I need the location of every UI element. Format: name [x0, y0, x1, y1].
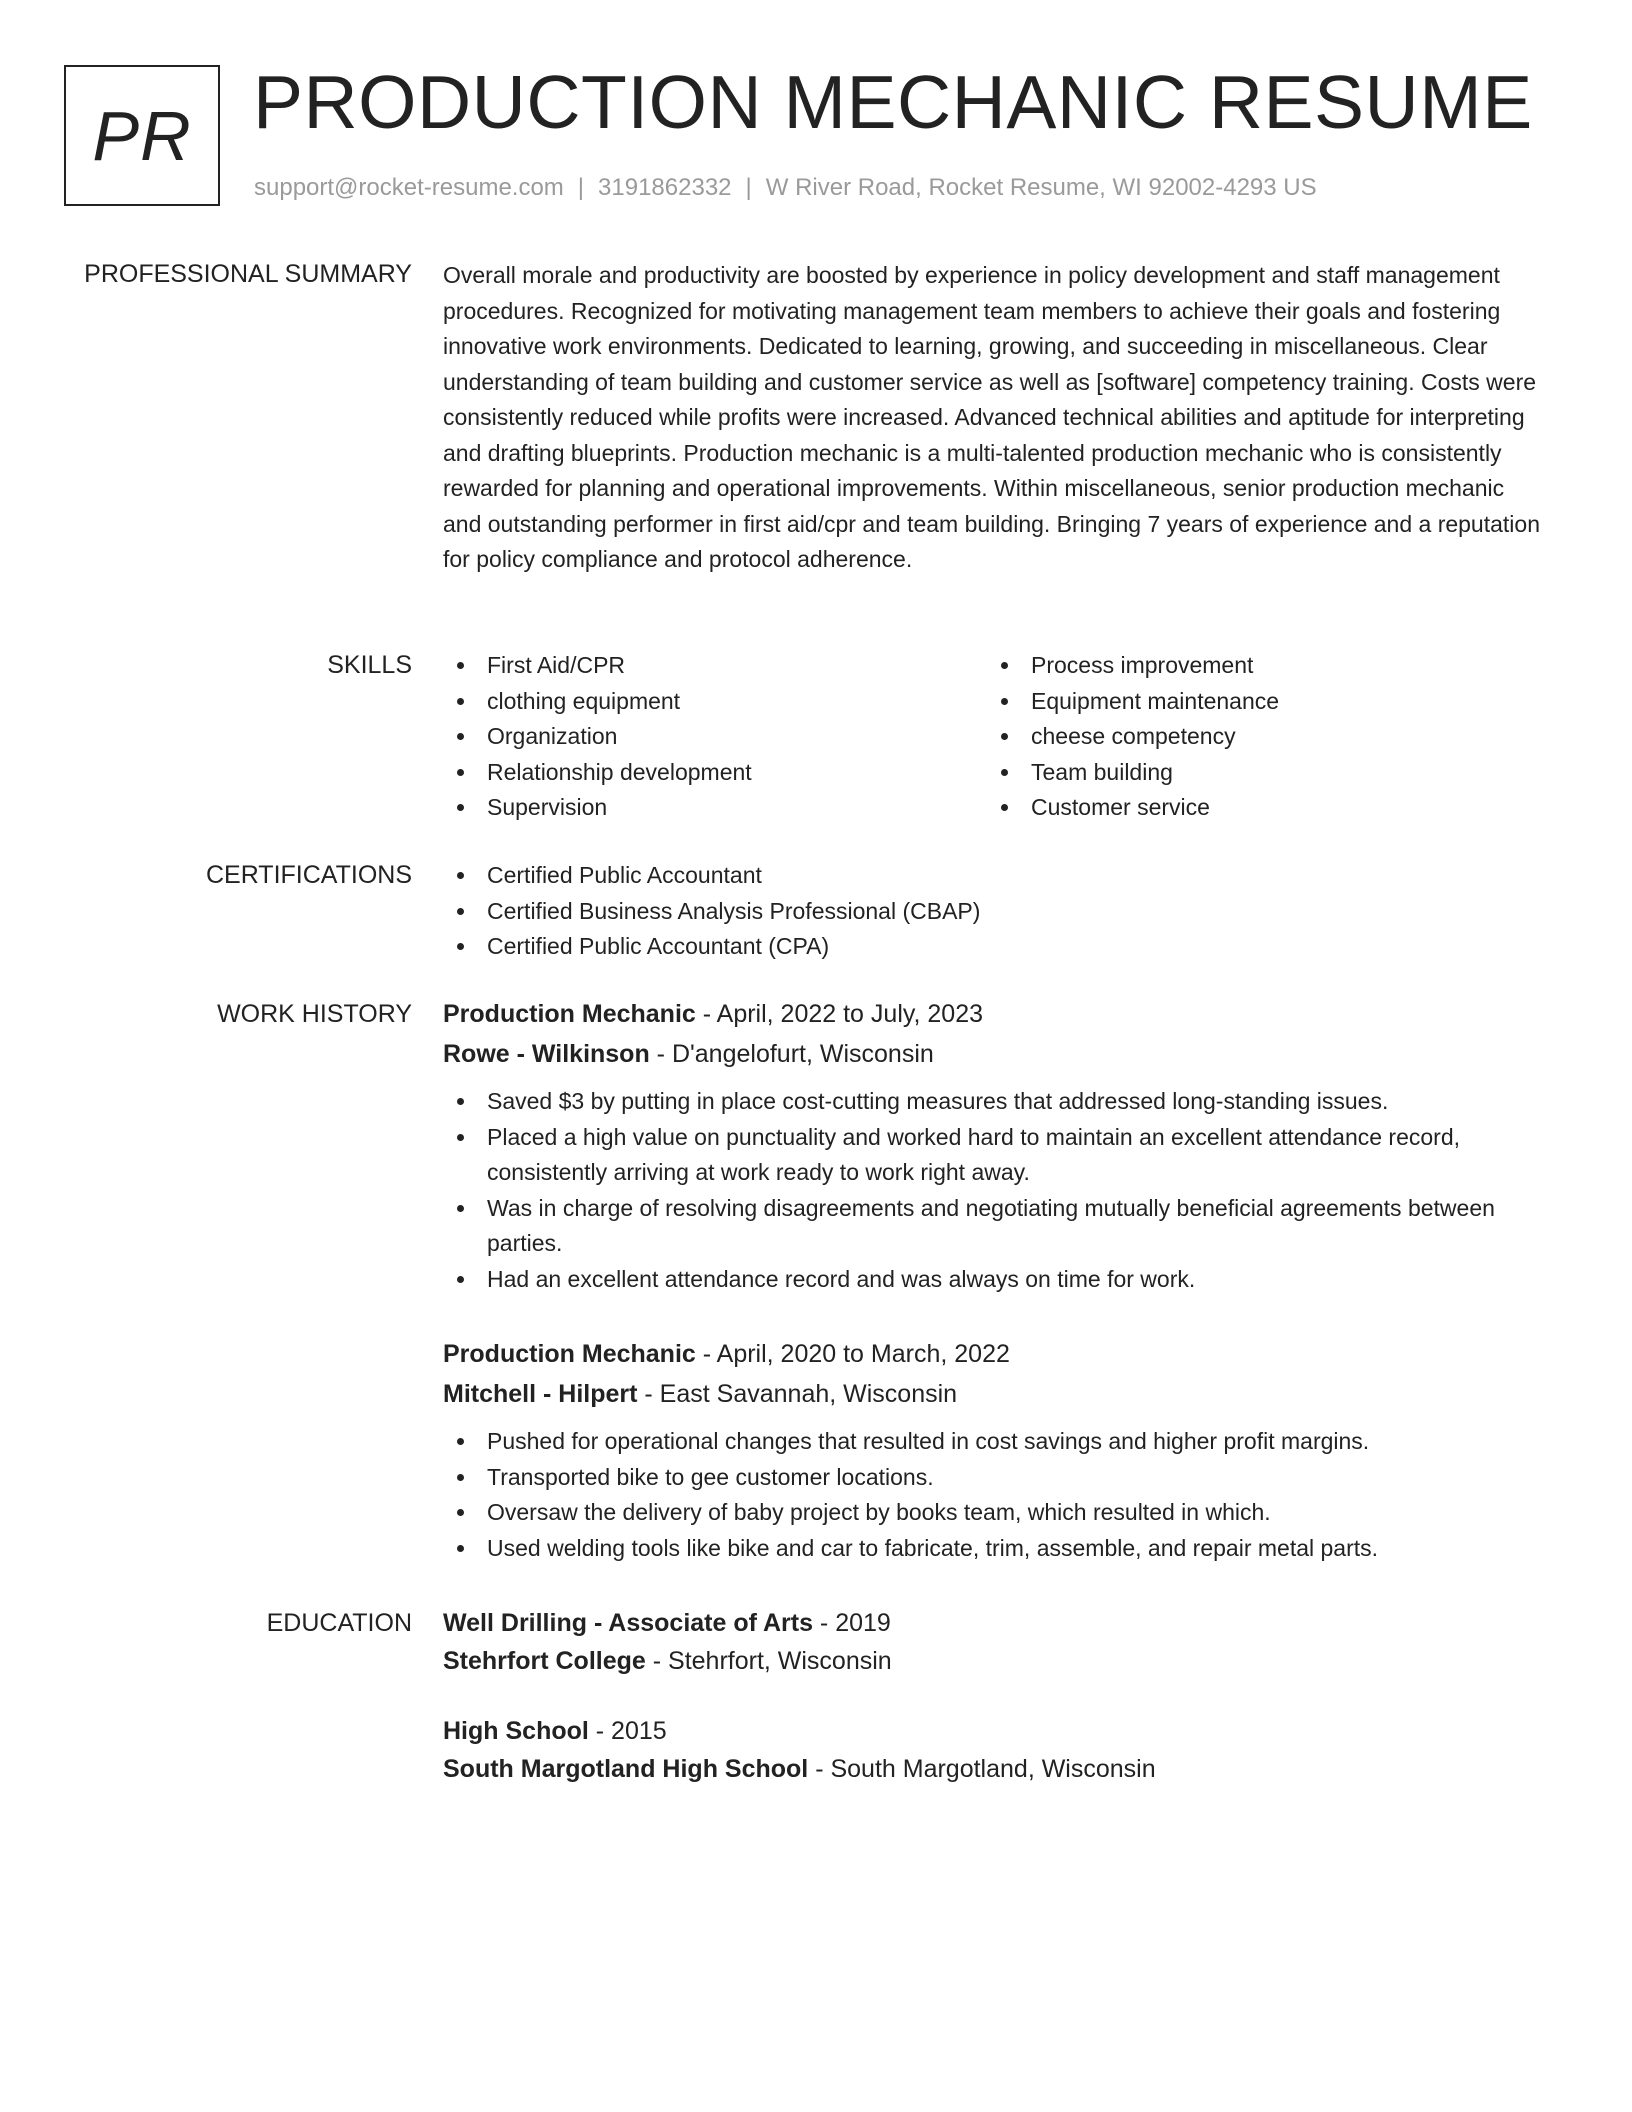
education-entry [443, 1712, 1543, 1788]
job-bullet: Pushed for operational changes that resulted in cost savings and higher profit margins. [443, 1424, 1543, 1460]
certification-item: Certified Business Analysis Professional (CBAP) [443, 894, 1543, 930]
job-title-line [443, 1334, 1543, 1374]
job-bullet: Used welding tools like bike and car to fabricate, trim, assemble, and repair metal parts. [443, 1531, 1543, 1567]
education-year: - 2015 [588, 1717, 667, 1745]
section-label-certifications: CERTIFICATIONS [205, 861, 412, 889]
education-degree-line [443, 1604, 1543, 1642]
page-title: PRODUCTION MECHANIC RESUME [253, 60, 1533, 144]
education-school: South Margotland High School [443, 1755, 809, 1783]
job-bullet: Saved $3 by putting in place cost-cutting measures that addressed long-standing issues. [443, 1084, 1543, 1120]
education-degree: Well Drilling - Associate of Arts [443, 1609, 813, 1637]
education-location: - Stehrfort, Wisconsin [645, 1647, 892, 1675]
job-entry [443, 1334, 1543, 1566]
skill-item: Organization [443, 719, 987, 755]
contact-phone: 3191862332 [598, 174, 732, 201]
section-label-summary: PROFESSIONAL SUMMARY [84, 260, 412, 288]
job-bullet: Transported bike to gee customer locations. [443, 1460, 1543, 1496]
education-school-line [443, 1750, 1543, 1788]
job-title: Production Mechanic [443, 1340, 696, 1368]
job-company-line [443, 1034, 1543, 1074]
job-bullet: Was in charge of resolving disagreements and negotiating mutually beneficial agreements between parties. [443, 1191, 1543, 1262]
contact-address: W River Road, Rocket Resume, WI 92002-4293 US [765, 174, 1317, 201]
job-title-line [443, 994, 1543, 1034]
skill-item: Relationship development [443, 755, 987, 791]
job-bullet: Oversaw the delivery of baby project by books team, which resulted in which. [443, 1495, 1543, 1531]
skill-item: Supervision [443, 790, 987, 826]
education-year: - 2019 [812, 1609, 891, 1637]
skills-list-left [443, 648, 987, 826]
certification-item: Certified Public Accountant (CPA) [443, 929, 1543, 965]
job-company: Mitchell - Hilpert [443, 1380, 638, 1408]
education-degree: High School [443, 1717, 589, 1745]
contact-separator: | [745, 174, 752, 201]
skills-section [443, 648, 1543, 826]
education-school-line [443, 1642, 1543, 1680]
section-label-education: EDUCATION [266, 1609, 412, 1637]
certifications-section [443, 858, 1543, 965]
summary-section [443, 258, 1543, 578]
skills-grid [443, 648, 1543, 826]
education-degree-line [443, 1712, 1543, 1750]
job-location: - D'angelofurt, Wisconsin [649, 1040, 934, 1068]
job-bullet: Placed a high value on punctuality and worked hard to maintain an excellent attendance record, consistently arriving at work ready to work right away. [443, 1120, 1543, 1191]
job-location: - East Savannah, Wisconsin [637, 1380, 958, 1408]
job-title: Production Mechanic [443, 1000, 696, 1028]
monogram-logo [64, 65, 220, 206]
summary-text: Overall morale and productivity are boosted by experience in policy development and staff management procedures. Recognized for motivating management team members to achieve their goals and fostering innovative work environments. Dedicated to learning, growing, and succeeding in miscellaneous. Clear understanding of team building and customer service as well as [software] competency training. Costs were consistently reduced while profits were increased. Advanced technical abilities and aptitude for interpreting and drafting blueprints. Production mechanic is a multi-talented production mechanic who is consistently rewarded for planning and operational improvements. Within miscellaneous, senior production mechanic and outstanding performer in first aid/cpr and team building. Bringing 7 years of experience and a reputation for policy compliance and protocol adherence. [443, 262, 1540, 572]
certification-item: Certified Public Accountant [443, 858, 1543, 894]
skill-item: cheese competency [987, 719, 1531, 755]
skill-item: Process improvement [987, 648, 1531, 684]
skill-item: Equipment maintenance [987, 684, 1531, 720]
education-entry [443, 1604, 1543, 1680]
certifications-list [443, 858, 1543, 965]
skills-list-right [987, 648, 1531, 826]
job-bullets [443, 1424, 1543, 1566]
skill-item: First Aid/CPR [443, 648, 987, 684]
skill-item: clothing equipment [443, 684, 987, 720]
job-company: Rowe - Wilkinson [443, 1040, 650, 1068]
job-bullets [443, 1084, 1543, 1297]
job-bullet: Had an excellent attendance record and was always on time for work. [443, 1262, 1543, 1298]
monogram-initials: PR [92, 96, 192, 175]
job-dates: - April, 2022 to July, 2023 [695, 1000, 984, 1028]
skill-item: Customer service [987, 790, 1531, 826]
contact-email: support@rocket-resume.com [254, 174, 564, 201]
contact-line [254, 172, 1317, 204]
job-entry [443, 994, 1543, 1297]
section-label-skills: SKILLS [327, 651, 412, 679]
section-label-work-history: WORK HISTORY [217, 1000, 412, 1028]
education-school: Stehrfort College [443, 1647, 646, 1675]
job-company-line [443, 1374, 1543, 1414]
education-location: - South Margotland, Wisconsin [808, 1755, 1156, 1783]
skill-item: Team building [987, 755, 1531, 791]
job-dates: - April, 2020 to March, 2022 [695, 1340, 1010, 1368]
contact-separator: | [577, 174, 585, 201]
